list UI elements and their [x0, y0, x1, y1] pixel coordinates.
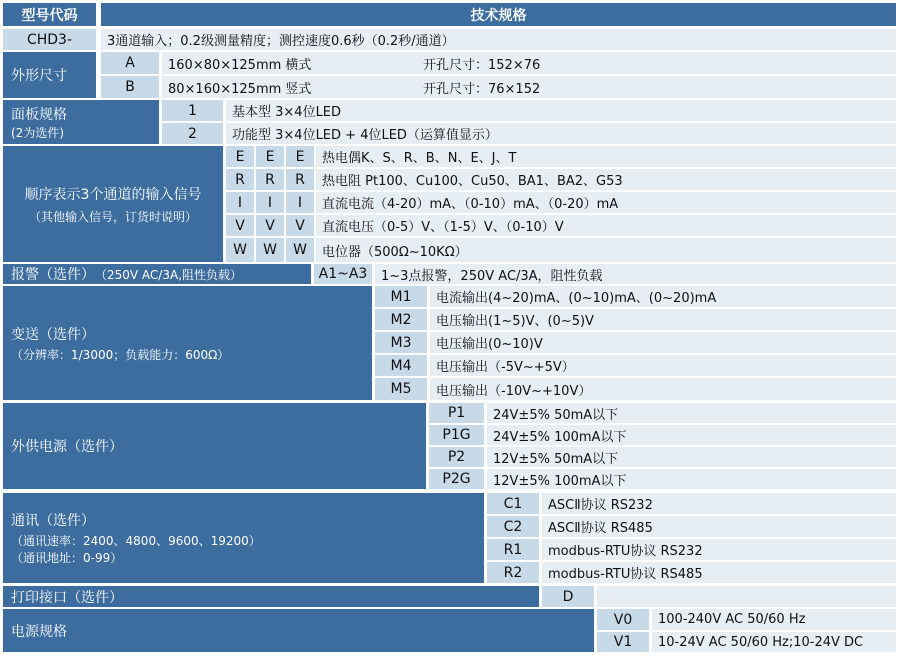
shape-cutout-b: 开孔尺寸：76×152 — [423, 81, 541, 97]
shape-size-b: 80×160×125mm 竖式 — [168, 81, 312, 97]
transmit-title: 变送（选件） — [11, 326, 95, 343]
header-model-code: 型号代码 — [3, 3, 96, 26]
transmit-desc-m3: 电压输出(0~10)V — [430, 332, 896, 353]
panel-title-block — [3, 100, 159, 144]
input-e-ch3: E — [286, 146, 314, 167]
comm-desc-c2: ASCⅡ协议 RS485 — [542, 516, 896, 537]
shape-title: 外形尺寸 — [3, 52, 96, 98]
base-code: CHD3- — [3, 29, 96, 50]
power-out-title: 外供电源（选件） — [3, 403, 426, 489]
input-r-desc: 热电阻 Pt100、Cu100、Cu50、BA1、BA2、G53 — [316, 169, 896, 190]
power-out-code-p1: P1 — [429, 403, 484, 423]
power-out-desc-p1: 24V±5% 50mA以下 — [487, 403, 896, 423]
power-desc-v0: 100-240V AC 50/60 Hz — [652, 609, 896, 630]
alarm-note: （250V AC/3A,阻性负载） — [95, 267, 243, 282]
shape-size-a: 160×80×125mm 横式 — [168, 57, 312, 73]
panel-desc-2: 功能型 3×4位LED + 4位LED（运算值显示） — [226, 123, 896, 144]
input-r-ch1: R — [226, 169, 254, 190]
power-out-code-p2: P2 — [429, 447, 484, 467]
alarm-title: 报警（选件） — [11, 267, 95, 283]
comm-code-r1: R1 — [487, 539, 539, 560]
input-w-ch1: W — [226, 238, 254, 262]
transmit-desc-m2: 电压输出(1~5)V、(0~5)V — [430, 309, 896, 330]
input-i-desc: 直流电流（4-20）mA、（0-10）mA、（0-20）mA — [316, 192, 896, 213]
comm-code-c2: C2 — [487, 516, 539, 537]
comm-code-r2: R2 — [487, 562, 539, 583]
power-out-code-p1g: P1G — [429, 425, 484, 445]
input-e-ch2: E — [256, 146, 284, 167]
input-v-desc: 直流电压（0-5）V、（1-5）V、（0-10）V — [316, 215, 896, 236]
alarm-desc: 1~3点报警，250V AC/3A，阻性负载 — [375, 264, 896, 284]
comm-title-block — [3, 493, 484, 583]
comm-desc-r1: modbus-RTU协议 RS232 — [542, 539, 896, 560]
input-r-ch2: R — [256, 169, 284, 190]
alarm-title-block — [3, 264, 311, 284]
power-desc-v1: 10-24V AC 50/60 Hz;10-24V DC — [652, 632, 896, 652]
transmit-code-m2: M2 — [375, 309, 427, 330]
input-title-block — [3, 146, 223, 262]
input-i-ch1: I — [226, 192, 254, 213]
power-out-desc-p2: 12V±5% 50mA以下 — [487, 447, 896, 467]
panel-subtitle: (2为选件) — [11, 125, 64, 140]
panel-title: 面板规格 — [11, 106, 67, 123]
power-title: 电源规格 — [3, 609, 594, 652]
power-code-v0: V0 — [597, 609, 649, 630]
print-blank — [597, 586, 896, 607]
comm-address: （通讯地址：0-99） — [11, 551, 123, 565]
power-out-desc-p1g: 24V±5% 100mA以下 — [487, 425, 896, 445]
transmit-subtitle: （分辨率：1/3000；负载能力：600Ω） — [11, 347, 230, 362]
input-w-desc: 电位器（500Ω~10KΩ） — [316, 238, 896, 262]
input-r-ch3: R — [286, 169, 314, 190]
shape-desc-b — [162, 76, 896, 98]
input-w-ch2: W — [256, 238, 284, 262]
comm-desc-r2: modbus-RTU协议 RS485 — [542, 562, 896, 583]
transmit-desc-m5: 电压输出（-10V~+10V） — [430, 378, 896, 400]
shape-cutout-a: 开孔尺寸：152×76 — [423, 57, 541, 73]
base-desc: 3通道输入；0.2级测量精度；测控速度0.6秒（0.2秒/通道） — [101, 29, 896, 50]
input-i-ch2: I — [256, 192, 284, 213]
header-spec: 技术规格 — [101, 3, 896, 26]
comm-code-c1: C1 — [487, 493, 539, 514]
input-v-ch1: V — [226, 215, 254, 236]
print-title: 打印接口（选件） — [3, 586, 539, 607]
shape-code-b: B — [101, 76, 159, 98]
transmit-title-block — [3, 286, 372, 400]
input-v-ch3: V — [286, 215, 314, 236]
power-out-desc-p2g: 12V±5% 100mA以下 — [487, 469, 896, 489]
input-w-ch3: W — [286, 238, 314, 262]
panel-code-1: 1 — [162, 100, 223, 121]
power-out-code-p2g: P2G — [429, 469, 484, 489]
transmit-code-m3: M3 — [375, 332, 427, 353]
input-v-ch2: V — [256, 215, 284, 236]
transmit-code-m4: M4 — [375, 355, 427, 376]
alarm-code: A1~A3 — [314, 264, 372, 284]
shape-code-a: A — [101, 52, 159, 74]
panel-desc-1: 基本型 3×4位LED — [226, 100, 896, 121]
input-i-ch3: I — [286, 192, 314, 213]
comm-rate: （通讯速率：2400、4800、9600、19200） — [11, 534, 261, 548]
transmit-code-m5: M5 — [375, 378, 427, 400]
power-code-v1: V1 — [597, 632, 649, 652]
comm-desc-c1: ASCⅡ协议 RS232 — [542, 493, 896, 514]
input-title: 顺序表示3个通道的输入信号 — [24, 186, 202, 203]
transmit-desc-m1: 电流输出(4~20)mA、(0~10)mA、(0~20)mA — [430, 286, 896, 307]
transmit-code-m1: M1 — [375, 286, 427, 307]
print-code: D — [542, 586, 594, 607]
input-e-desc: 热电偶K、S、R、B、N、E、J、T — [316, 146, 896, 167]
shape-desc-a — [162, 52, 896, 74]
input-e-ch1: E — [226, 146, 254, 167]
input-subtitle: （其他输入信号，订货时说明） — [28, 209, 197, 224]
transmit-desc-m4: 电压输出（-5V~+5V） — [430, 355, 896, 376]
comm-title: 通讯（选件） — [11, 513, 95, 529]
panel-code-2: 2 — [162, 123, 223, 144]
